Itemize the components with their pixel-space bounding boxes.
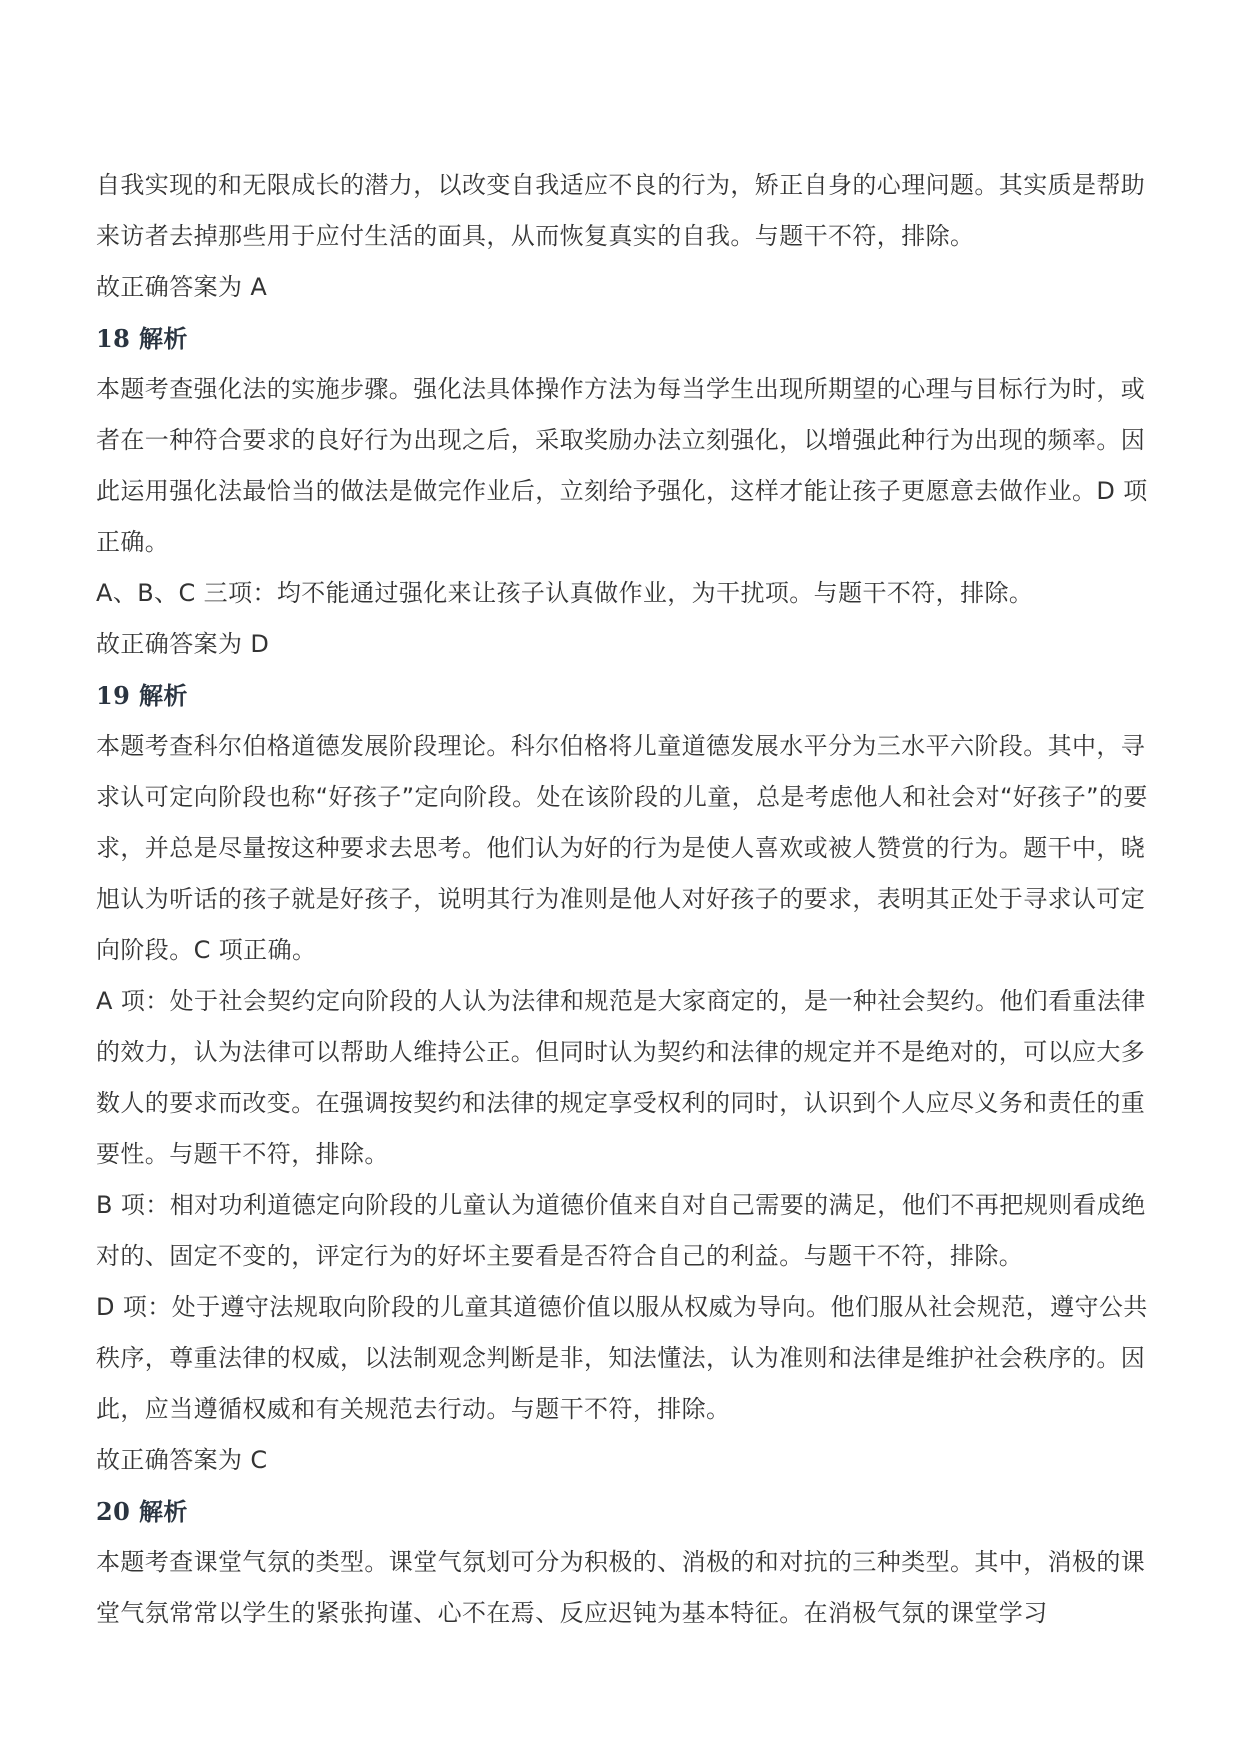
paragraph-q17-explanation-end: 自我实现的和无限成长的潜力，以改变自我适应不良的行为，矫正自身的心理问题。其实质是帮助来访者去掉那些用于应付生活的面具，从而恢复真实的自我。与题干不符，排除。: [96, 171, 1146, 250]
heading-q18-analysis: 18 解析: [96, 324, 188, 353]
paragraph-q20-explanation: 本题考查课堂气氛的类型。课堂气氛划可分为积极的、消极的和对抗的三种类型。其中，消极的课堂气氛常常以学生的紧张拘谨、心不在焉、反应迟钝为基本特征。在消极气氛的课堂学习: [96, 1548, 1146, 1627]
paragraph-q19-option-b: B 项：相对功利道德定向阶段的儿童认为道德价值来自对自己需要的满足，他们不再把规则看成绝对的、固定不变的，评定行为的好坏主要看是否符合自己的利益。与题干不符，排除。: [96, 1191, 1146, 1270]
answer-q17: 故正确答案为 A: [96, 273, 268, 301]
paragraph-q19-explanation: 本题考查科尔伯格道德发展阶段理论。科尔伯格将儿童道德发展水平分为三水平六阶段。其中，寻求认可定向阶段也称“好孩子”定向阶段。处在该阶段的儿童，总是考虑他人和社会对“好孩子”的要求，并总是尽量按这种要求去思考。他们认为好的行为是使人喜欢或被人赞赏的行为。题干中，晓旭认为听话的孩子就是好孩子，说明其行为准则是他人对好孩子的要求，表明其正处于寻求认可定向阶段。C 项正确。: [96, 732, 1148, 964]
answer-q18: 故正确答案为 D: [96, 630, 270, 658]
paragraph-q18-explanation: 本题考查强化法的实施步骤。强化法具体操作方法为每当学生出现所期望的心理与目标行为时，或者在一种符合要求的良好行为出现之后，采取奖励办法立刻强化，以增强此种行为出现的频率。因此运用强化法最恰当的做法是做完作业后，立刻给予强化，这样才能让孩子更愿意去做作业。D 项正确。: [96, 375, 1148, 556]
paragraph-q19-option-a: A 项：处于社会契约定向阶段的人认为法律和规范是大家商定的，是一种社会契约。他们看重法律的效力，认为法律可以帮助人维持公正。但同时认为契约和法律的规定并不是绝对的，可以应大多数人的要求而改变。在强调按契约和法律的规定享受权利的同时，认识到个人应尽义务和责任的重要性。与题干不符，排除。: [96, 987, 1146, 1168]
heading-q19-analysis: 19 解析: [96, 681, 188, 710]
document-page: [96, 160, 1156, 1639]
paragraph-q18-distractors: A、B、C 三项：均不能通过强化来让孩子认真做作业，为干扰项。与题干不符，排除。: [96, 579, 1034, 607]
paragraph-q19-option-d: D 项：处于遵守法规取向阶段的儿童其道德价值以服从权威为导向。他们服从社会规范，遵守公共秩序，尊重法律的权威，以法制观念判断是非，知法懂法，认为准则和法律是维护社会秩序的。因此，应当遵循权威和有关规范去行动。与题干不符，排除。: [96, 1293, 1148, 1423]
answer-q19: 故正确答案为 C: [96, 1446, 268, 1474]
heading-q20-analysis: 20 解析: [96, 1497, 188, 1526]
